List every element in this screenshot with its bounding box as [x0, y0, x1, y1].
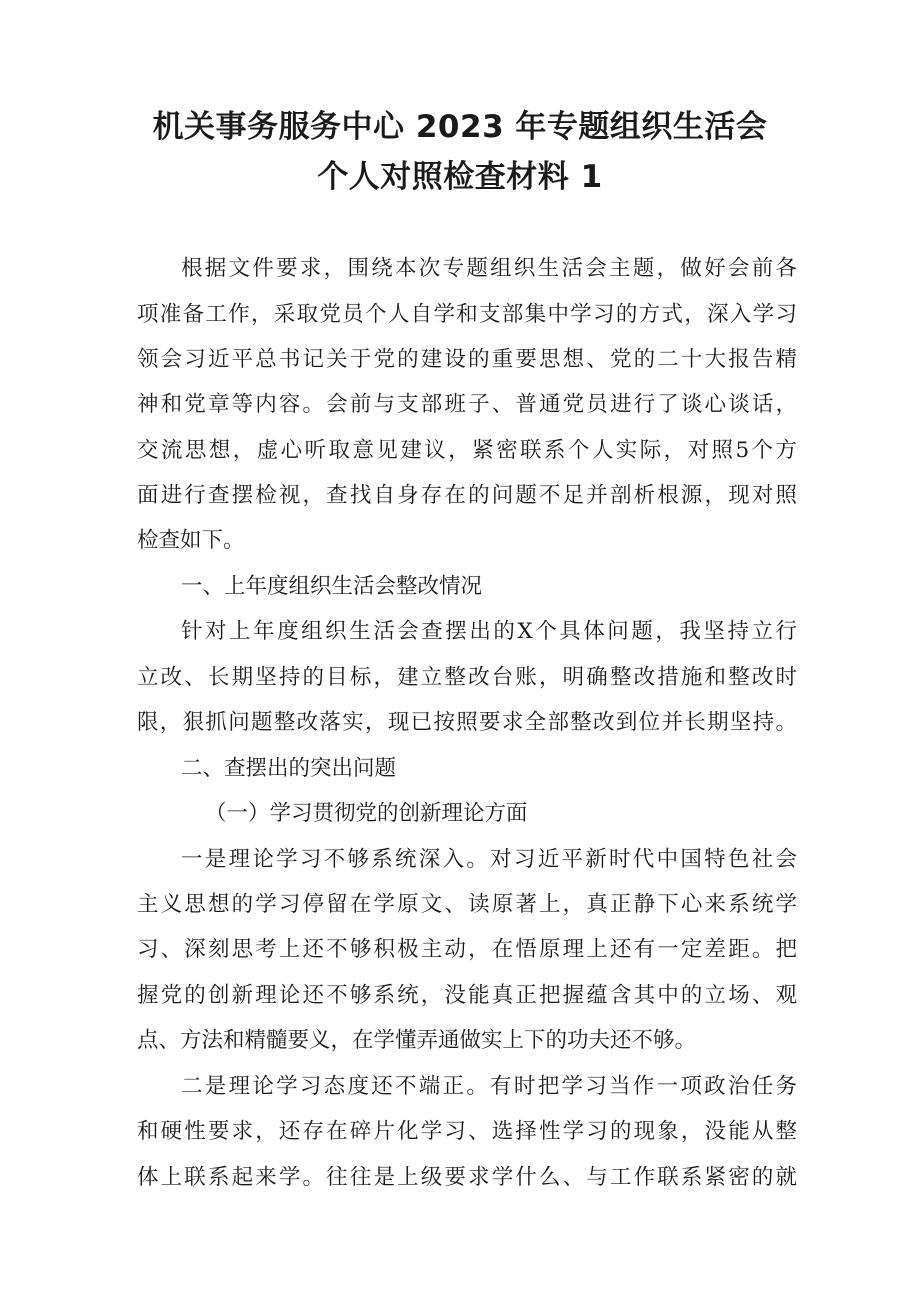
- paragraph-line: 针对上年度组织生活会查摆出的X个具体问题，我坚持立行: [181, 619, 797, 644]
- paragraph-line: 领会习近平总书记关于党的建设的重要思想、党的二十大报告精: [137, 347, 797, 372]
- paragraph-line: 限，狠抓问题整改落实，现已按照要求全部整改到位并长期坚持。: [137, 710, 797, 735]
- paragraph-line: 项准备工作，采取党员个人自学和支部集中学习的方式，深入学习: [137, 302, 797, 327]
- document-title-line-2: 个人对照检查材料 1: [317, 159, 603, 195]
- paragraph-line: 根据文件要求，围绕本次专题组织生活会主题，做好会前各: [181, 256, 797, 281]
- paragraph-line: 主义思想的学习停留在学原文、读原著上，真正静下心来系统学: [137, 892, 797, 917]
- paragraph-line: 体上联系起来学。往往是上级要求学什么、与工作联系紧密的就: [137, 1165, 797, 1190]
- paragraph-line: 一是理论学习不够系统深入。对习近平新时代中国特色社会: [181, 847, 797, 872]
- section-heading: 二、查摆出的突出问题: [181, 756, 397, 781]
- paragraph-line: 面进行查摆检视，查找自身存在的问题不足并剖析根源，现对照: [137, 483, 797, 508]
- paragraph-line: 交流思想，虚心听取意见建议，紧密联系个人实际，对照5个方: [137, 438, 797, 463]
- paragraph-line: 神和党章等内容。会前与支部班子、普通党员进行了谈心谈话，: [137, 392, 797, 417]
- subsection-heading: （一）学习贯彻党的创新理论方面: [205, 801, 528, 826]
- paragraph-line: 点、方法和精髓要义，在学懂弄通做实上下的功夫还不够。: [137, 1028, 697, 1053]
- paragraph-line: 立改、长期坚持的目标，建立整改台账，明确整改措施和整改时: [137, 665, 797, 690]
- paragraph-line: 和硬性要求，还存在碎片化学习、选择性学习的现象，没能从整: [137, 1119, 797, 1144]
- paragraph-line: 握党的创新理论还不够系统，没能真正把握蕴含其中的立场、观: [137, 983, 797, 1008]
- paragraph-line: 检查如下。: [137, 528, 245, 553]
- section-heading: 一、上年度组织生活会整改情况: [181, 574, 483, 599]
- paragraph-line: 二是理论学习态度还不端正。有时把学习当作一项政治任务: [181, 1074, 797, 1099]
- paragraph-line: 习、深刻思考上还不够积极主动，在悟原理上还有一定差距。把: [137, 937, 797, 962]
- document-title-line-1: 机关事务服务中心 2023 年专题组织生活会: [152, 109, 768, 145]
